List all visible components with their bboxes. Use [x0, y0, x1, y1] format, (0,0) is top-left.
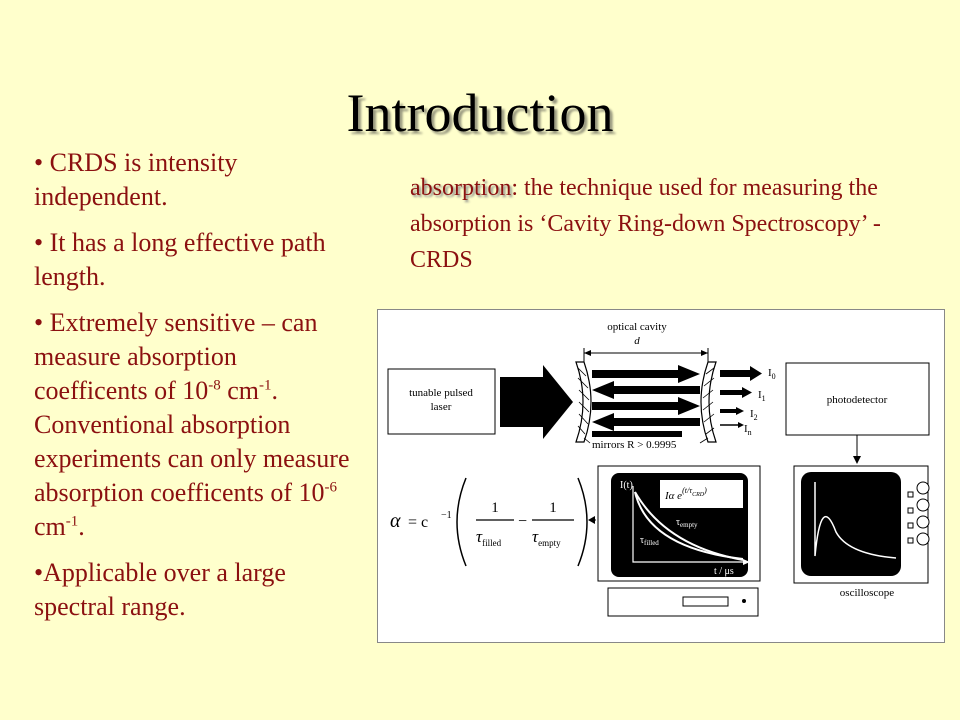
bullet-path-length: • It has a long effective path length.	[34, 228, 326, 291]
exponent-4: -1	[65, 513, 79, 530]
bullet-sensitive	[34, 306, 352, 544]
disk-drive	[683, 597, 728, 606]
mirror-right	[701, 362, 716, 442]
decay-formula: Iα $e^{(t/\tau}_{CRD}^)$	[665, 486, 707, 502]
bullet-sensitive-text-2: cm	[220, 376, 259, 405]
slide-title: Introduction	[346, 83, 614, 143]
intensity-in-label: $I_n$	[744, 423, 752, 437]
formula-numerator-2: 1	[549, 500, 557, 516]
mirrors-pointer-right	[700, 438, 708, 443]
photodetector-label: photodetector	[826, 394, 888, 406]
intro-description: : the technique used for measuring the absorption is ‘Cavity Ring-down Spectroscopy’ - CRDS	[410, 175, 881, 273]
laser-label-1: tunable pulsed	[409, 387, 473, 399]
power-led	[742, 599, 746, 603]
cavity-length-arrow-left	[584, 350, 591, 356]
laser-label-2: laser	[430, 401, 452, 413]
cavity-length-label: d	[634, 335, 640, 347]
formula-numerator-1: 1	[491, 500, 499, 516]
tau-empty-label: $\tau_{empty}$	[676, 517, 698, 529]
crds-diagram-svg	[378, 310, 944, 642]
optical-cavity-label: optical cavity	[607, 321, 667, 333]
intensity-i0-label: $I_0$	[768, 367, 776, 381]
keyword-absorption: absorption	[410, 175, 512, 201]
formula-alpha: α	[390, 510, 401, 532]
exponent-2: -1	[259, 377, 272, 394]
time-axis-label: t / μs	[714, 566, 734, 577]
intensity-i1-label: $I_1$	[758, 389, 766, 403]
tau-filled-label: $\tau_{filled}$	[640, 535, 659, 547]
formula-tau-filled: $\tau_{filled}$	[476, 527, 502, 548]
exponent-1: -8	[208, 377, 221, 394]
intracavity-beams	[592, 365, 700, 437]
bullet-sensitive-text-1: • Extremely sensitive – can measure absorption coefficents of 10	[34, 308, 318, 405]
intensity-axis-label: I(t)	[620, 480, 633, 491]
formula-minus: −	[518, 513, 528, 530]
bullet-sensitive-text-5: .	[78, 512, 85, 541]
cavity-length-arrow-right	[701, 350, 708, 356]
signal-arrow	[853, 456, 861, 464]
formula-equals-c: = c	[408, 514, 429, 531]
crds-diagram	[377, 309, 945, 643]
bullet-sensitive-text-3: . Conventional absorption experiments can only measure absorption coefficents of 10	[34, 376, 350, 507]
formula-tau-empty: $\tau_{empty}$	[532, 527, 561, 548]
bullet-spectral-range: •Applicable over a large spectral range.	[34, 558, 286, 621]
formula-right-paren	[578, 478, 587, 566]
laser-beam-arrow	[500, 365, 573, 439]
formula-left-paren	[457, 478, 466, 566]
bullet-sensitive-text-4: cm	[34, 512, 66, 541]
intensity-i2-label: $I_2$	[750, 408, 758, 422]
intro-text	[410, 170, 940, 278]
oscilloscope-label: oscilloscope	[839, 587, 895, 599]
oscilloscope-screen	[801, 472, 901, 576]
mirrors-label: mirrors R > 0.9995	[592, 439, 677, 451]
result-arrow	[588, 516, 595, 524]
bullet-intensity-independent: • CRDS is intensity independent.	[34, 148, 238, 211]
absorption-formula	[390, 478, 587, 566]
bullet-list	[34, 146, 352, 636]
formula-c-exponent: −1	[441, 510, 452, 521]
exponent-3: -6	[324, 479, 337, 496]
